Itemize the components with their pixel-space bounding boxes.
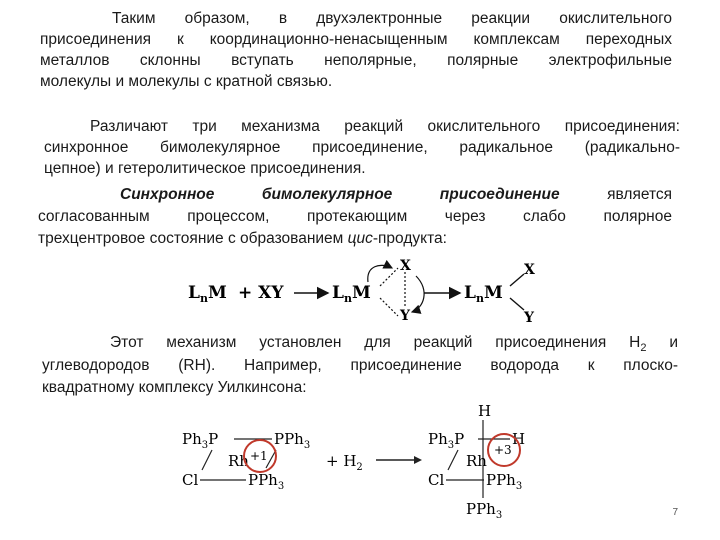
paragraph-3-line-1-rest: является bbox=[607, 186, 673, 203]
right-ph3p: $Ph_3P$ bbox=[428, 430, 465, 451]
right-oxidation-state: +3 bbox=[494, 443, 512, 457]
reactant-complex: $L_nM$ bbox=[188, 283, 227, 305]
paragraph-3-line-3-after: -продукта: bbox=[372, 230, 447, 247]
ts-bond-x bbox=[380, 268, 398, 286]
paragraph-2-line-3: цепное) и гетеролитическое присоединения. bbox=[44, 160, 366, 177]
right-cl: Cl bbox=[428, 471, 445, 489]
prod-x: X bbox=[524, 262, 535, 278]
ts-electron-arrow-top bbox=[368, 265, 392, 282]
right-h: H bbox=[512, 430, 526, 448]
ts-x: X bbox=[400, 258, 411, 274]
paragraph-4-line-2: углеводородов (RH). Например, присоединение водорода к плоско- bbox=[42, 357, 678, 374]
ts-electron-arrow-bottom bbox=[412, 276, 424, 312]
cis-italic: цис bbox=[347, 230, 373, 247]
right-h-top: H bbox=[478, 402, 492, 420]
left-rh: Rh bbox=[228, 452, 249, 470]
right-pph3: PPh$_3$ bbox=[486, 471, 523, 492]
paragraph-4-line-1-before: Этот механизм установлен для реакций присоединения H bbox=[110, 334, 641, 351]
paragraph-4-line-3: квадратному комплексу Уилкинсона: bbox=[42, 379, 307, 396]
paragraph-4-line-1-after: и bbox=[646, 334, 678, 351]
left-bond-diag-1 bbox=[202, 450, 212, 470]
paragraph-1-line-3: металлов склонны вступать неполярные, полярные электрофильные bbox=[40, 52, 672, 69]
ts-bond-y bbox=[380, 298, 398, 316]
left-ph3p: $Ph_3P$ bbox=[182, 430, 219, 451]
page-number: 7 bbox=[672, 507, 678, 518]
paragraph-1-line-2: присоединения к координационно-ненасыщенным комплексам переходных bbox=[40, 31, 672, 48]
plus-h2: + $H_2$ bbox=[326, 452, 363, 473]
prod-bond-y bbox=[510, 298, 524, 310]
paragraph-2-line-2: синхронное бимолекулярное присоединение, радикальное (радикально- bbox=[44, 139, 680, 156]
ts-y: Y bbox=[400, 308, 410, 324]
right-pph3-bottom: PPh$_3$ bbox=[466, 500, 503, 521]
paragraph-2-line-1: Различают три механизма реакций окислительного присоединения: bbox=[90, 118, 680, 135]
prod-bond-x bbox=[510, 274, 524, 286]
paragraph-3-line-3-before: трехцентровое состояние с образованием bbox=[38, 230, 348, 247]
wilkinson-scheme bbox=[176, 400, 556, 525]
prod-y: Y bbox=[524, 310, 534, 324]
left-pph3-bottom: PPh$_3$ bbox=[248, 471, 285, 492]
mechanism-term: Синхронное бимолекулярное присоединение bbox=[120, 186, 560, 203]
product-complex: $L_nM$ bbox=[464, 283, 503, 305]
left-oxidation-state: +1 bbox=[250, 449, 268, 463]
right-bond-diag-1 bbox=[448, 450, 458, 470]
paragraph-3-line-2: согласованным процессом, протекающим через слабо полярное bbox=[38, 208, 672, 225]
left-pph3-top: PPh$_3$ bbox=[274, 430, 311, 451]
h2-subscript: 2 bbox=[640, 342, 647, 355]
paragraph-3-line-3 bbox=[38, 228, 672, 249]
left-cl: Cl bbox=[182, 471, 199, 489]
paragraph-1-line-1: Таким образом, в двухэлектронные реакции окислительного bbox=[112, 10, 672, 27]
arrow-3-head bbox=[414, 456, 422, 464]
plus-xy: + XY bbox=[238, 283, 284, 303]
right-rh: Rh bbox=[466, 452, 487, 470]
paragraph-3-line-1 bbox=[120, 184, 672, 205]
ts-complex: $L_nM$ bbox=[332, 283, 371, 305]
paragraph-1-line-4: молекулы и молекулы с кратной связью. bbox=[40, 73, 333, 90]
mechanism-scheme bbox=[180, 254, 550, 324]
